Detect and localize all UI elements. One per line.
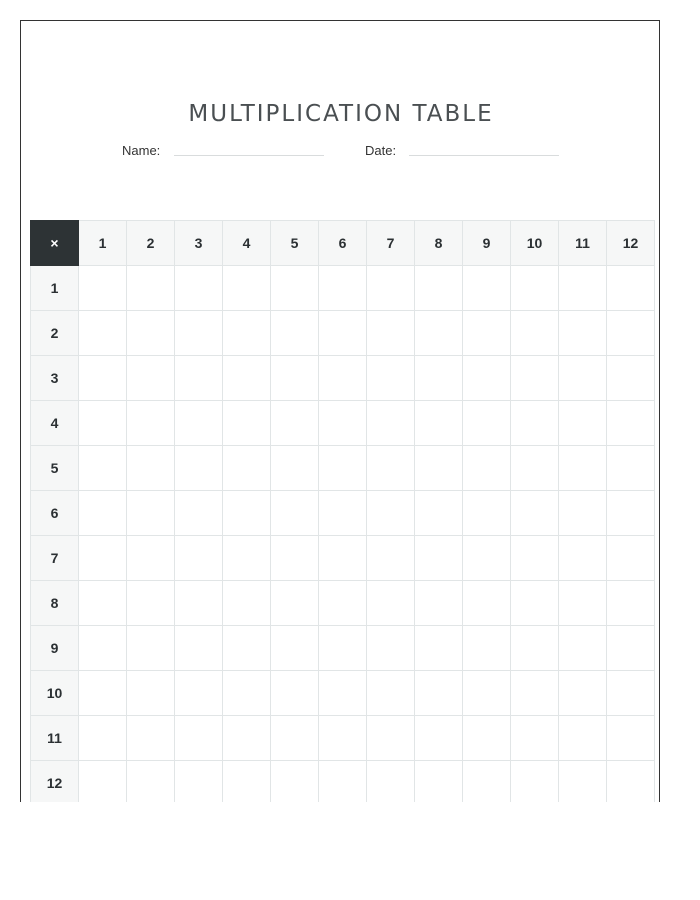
name-label: Name:	[122, 143, 161, 158]
answer-cell[interactable]	[559, 356, 607, 401]
table-row	[31, 311, 655, 356]
answer-cell[interactable]	[223, 536, 271, 581]
answer-cell[interactable]	[175, 536, 223, 581]
answer-cell[interactable]	[127, 446, 175, 491]
table-row	[31, 491, 655, 536]
column-header: 2	[127, 221, 175, 266]
answer-cell[interactable]	[463, 401, 511, 446]
answer-cell[interactable]	[79, 266, 127, 311]
answer-cell[interactable]	[175, 446, 223, 491]
answer-cell[interactable]	[175, 311, 223, 356]
answer-cell[interactable]	[463, 536, 511, 581]
row-header: 6	[31, 491, 79, 536]
answer-cell[interactable]	[607, 446, 655, 491]
answer-cell[interactable]	[415, 266, 463, 311]
answer-cell[interactable]	[223, 401, 271, 446]
answer-cell[interactable]	[415, 716, 463, 761]
answer-cell[interactable]	[607, 761, 655, 803]
answer-cell[interactable]	[175, 716, 223, 761]
answer-cell[interactable]	[559, 401, 607, 446]
table-row	[31, 581, 655, 626]
page-title: MULTIPLICATION TABLE	[188, 101, 494, 127]
table-row	[31, 671, 655, 716]
table-row	[31, 401, 655, 446]
answer-cell[interactable]	[463, 581, 511, 626]
answer-cell[interactable]	[367, 311, 415, 356]
column-header: 9	[463, 221, 511, 266]
column-header: 4	[223, 221, 271, 266]
answer-cell[interactable]	[607, 536, 655, 581]
date-field	[365, 143, 396, 158]
answer-cell[interactable]	[367, 356, 415, 401]
answer-cell[interactable]	[271, 761, 319, 803]
answer-cell[interactable]	[319, 356, 367, 401]
answer-cell[interactable]	[79, 401, 127, 446]
answer-cell[interactable]	[319, 761, 367, 803]
answer-cell[interactable]	[223, 626, 271, 671]
answer-cell[interactable]	[367, 716, 415, 761]
answer-cell[interactable]	[559, 266, 607, 311]
answer-cell[interactable]	[127, 356, 175, 401]
answer-cell[interactable]	[511, 266, 559, 311]
answer-cell[interactable]	[271, 716, 319, 761]
answer-cell[interactable]	[415, 446, 463, 491]
row-header: 11	[31, 716, 79, 761]
answer-cell[interactable]	[559, 536, 607, 581]
answer-cell[interactable]	[319, 716, 367, 761]
answer-cell[interactable]	[559, 311, 607, 356]
answer-cell[interactable]	[79, 446, 127, 491]
date-write-line[interactable]	[409, 155, 559, 156]
answer-cell[interactable]	[271, 401, 319, 446]
answer-cell[interactable]	[367, 671, 415, 716]
answer-cell[interactable]	[415, 761, 463, 803]
answer-cell[interactable]	[271, 311, 319, 356]
answer-cell[interactable]	[175, 761, 223, 803]
answer-cell[interactable]	[607, 266, 655, 311]
column-header: 7	[367, 221, 415, 266]
answer-cell[interactable]	[367, 626, 415, 671]
answer-cell[interactable]	[319, 671, 367, 716]
row-header: 9	[31, 626, 79, 671]
column-header: 11	[559, 221, 607, 266]
answer-cell[interactable]	[415, 311, 463, 356]
answer-cell[interactable]	[79, 716, 127, 761]
answer-cell[interactable]	[607, 401, 655, 446]
answer-cell[interactable]	[223, 581, 271, 626]
answer-cell[interactable]	[127, 401, 175, 446]
answer-cell[interactable]	[463, 491, 511, 536]
column-header: 8	[415, 221, 463, 266]
answer-cell[interactable]	[607, 671, 655, 716]
answer-cell[interactable]	[463, 446, 511, 491]
answer-cell[interactable]	[319, 266, 367, 311]
answer-cell[interactable]	[511, 581, 559, 626]
column-header: 12	[607, 221, 655, 266]
answer-cell[interactable]	[463, 761, 511, 803]
answer-cell[interactable]	[175, 581, 223, 626]
answer-cell[interactable]	[175, 671, 223, 716]
answer-cell[interactable]	[463, 626, 511, 671]
answer-cell[interactable]	[175, 266, 223, 311]
answer-cell[interactable]	[271, 536, 319, 581]
answer-cell[interactable]	[271, 356, 319, 401]
column-header: 5	[271, 221, 319, 266]
answer-cell[interactable]	[271, 446, 319, 491]
answer-cell[interactable]	[271, 491, 319, 536]
answer-cell[interactable]	[319, 401, 367, 446]
answer-cell[interactable]	[511, 311, 559, 356]
answer-cell[interactable]	[367, 446, 415, 491]
answer-cell[interactable]	[415, 401, 463, 446]
answer-cell[interactable]	[175, 626, 223, 671]
answer-cell[interactable]	[319, 311, 367, 356]
grid-body	[31, 266, 655, 803]
answer-cell[interactable]	[559, 761, 607, 803]
row-header: 12	[31, 761, 79, 803]
answer-cell[interactable]	[223, 311, 271, 356]
answer-cell[interactable]	[367, 536, 415, 581]
answer-cell[interactable]	[271, 266, 319, 311]
answer-cell[interactable]	[415, 581, 463, 626]
answer-cell[interactable]	[463, 266, 511, 311]
answer-cell[interactable]	[319, 491, 367, 536]
row-header: 3	[31, 356, 79, 401]
answer-cell[interactable]	[79, 311, 127, 356]
answer-cell[interactable]	[607, 716, 655, 761]
header-row	[31, 221, 655, 266]
answer-cell[interactable]	[127, 536, 175, 581]
answer-cell[interactable]	[319, 536, 367, 581]
answer-cell[interactable]	[511, 401, 559, 446]
answer-cell[interactable]	[79, 626, 127, 671]
answer-cell[interactable]	[559, 671, 607, 716]
row-header: 5	[31, 446, 79, 491]
answer-cell[interactable]	[559, 446, 607, 491]
answer-cell[interactable]	[463, 356, 511, 401]
answer-cell[interactable]	[607, 626, 655, 671]
row-header: 2	[31, 311, 79, 356]
answer-cell[interactable]	[511, 356, 559, 401]
answer-cell[interactable]	[511, 491, 559, 536]
answer-cell[interactable]	[415, 536, 463, 581]
multiplication-grid	[30, 220, 655, 802]
answer-cell[interactable]	[79, 761, 127, 803]
answer-cell[interactable]	[367, 266, 415, 311]
answer-cell[interactable]	[319, 581, 367, 626]
answer-cell[interactable]	[511, 761, 559, 803]
answer-cell[interactable]	[127, 761, 175, 803]
answer-cell[interactable]	[127, 716, 175, 761]
answer-cell[interactable]	[559, 581, 607, 626]
answer-cell[interactable]	[127, 626, 175, 671]
answer-cell[interactable]	[223, 446, 271, 491]
answer-cell[interactable]	[607, 491, 655, 536]
answer-cell[interactable]	[415, 491, 463, 536]
answer-cell[interactable]	[127, 311, 175, 356]
answer-cell[interactable]	[319, 626, 367, 671]
answer-cell[interactable]	[511, 446, 559, 491]
worksheet-page	[20, 20, 660, 802]
answer-cell[interactable]	[463, 671, 511, 716]
answer-cell[interactable]	[271, 581, 319, 626]
row-header: 4	[31, 401, 79, 446]
column-header: 10	[511, 221, 559, 266]
corner-times-symbol: ×	[31, 221, 79, 266]
column-header: 1	[79, 221, 127, 266]
row-header: 1	[31, 266, 79, 311]
answer-cell[interactable]	[511, 536, 559, 581]
column-header: 6	[319, 221, 367, 266]
table-row	[31, 716, 655, 761]
answer-cell[interactable]	[175, 491, 223, 536]
table-row	[31, 761, 655, 803]
answer-cell[interactable]	[223, 671, 271, 716]
answer-cell[interactable]	[559, 491, 607, 536]
table-row	[31, 356, 655, 401]
answer-cell[interactable]	[607, 311, 655, 356]
answer-cell[interactable]	[175, 356, 223, 401]
answer-cell[interactable]	[367, 761, 415, 803]
answer-cell[interactable]	[175, 401, 223, 446]
name-field	[122, 143, 160, 158]
date-label: Date:	[365, 143, 397, 158]
answer-cell[interactable]	[415, 356, 463, 401]
row-header: 8	[31, 581, 79, 626]
answer-cell[interactable]	[127, 671, 175, 716]
answer-cell[interactable]	[367, 401, 415, 446]
answer-cell[interactable]	[79, 536, 127, 581]
answer-cell[interactable]	[127, 491, 175, 536]
table-row	[31, 266, 655, 311]
answer-cell[interactable]	[559, 626, 607, 671]
answer-cell[interactable]	[511, 671, 559, 716]
answer-cell[interactable]	[223, 356, 271, 401]
answer-cell[interactable]	[79, 356, 127, 401]
answer-cell[interactable]	[223, 716, 271, 761]
answer-cell[interactable]	[79, 581, 127, 626]
answer-cell[interactable]	[367, 581, 415, 626]
answer-cell[interactable]	[415, 671, 463, 716]
table-row	[31, 626, 655, 671]
answer-cell[interactable]	[271, 671, 319, 716]
answer-cell[interactable]	[367, 491, 415, 536]
answer-cell[interactable]	[127, 581, 175, 626]
answer-cell[interactable]	[319, 446, 367, 491]
column-header: 3	[175, 221, 223, 266]
answer-cell[interactable]	[127, 266, 175, 311]
answer-cell[interactable]	[223, 491, 271, 536]
answer-cell[interactable]	[511, 716, 559, 761]
answer-cell[interactable]	[607, 581, 655, 626]
answer-cell[interactable]	[415, 626, 463, 671]
row-header: 7	[31, 536, 79, 581]
answer-cell[interactable]	[463, 716, 511, 761]
table-row	[31, 536, 655, 581]
answer-cell[interactable]	[271, 626, 319, 671]
answer-cell[interactable]	[79, 491, 127, 536]
answer-cell[interactable]	[79, 671, 127, 716]
answer-cell[interactable]	[607, 356, 655, 401]
answer-cell[interactable]	[511, 626, 559, 671]
answer-cell[interactable]	[559, 716, 607, 761]
answer-cell[interactable]	[463, 311, 511, 356]
answer-cell[interactable]	[223, 761, 271, 803]
name-write-line[interactable]	[174, 155, 324, 156]
row-header: 10	[31, 671, 79, 716]
table-row	[31, 446, 655, 491]
answer-cell[interactable]	[223, 266, 271, 311]
